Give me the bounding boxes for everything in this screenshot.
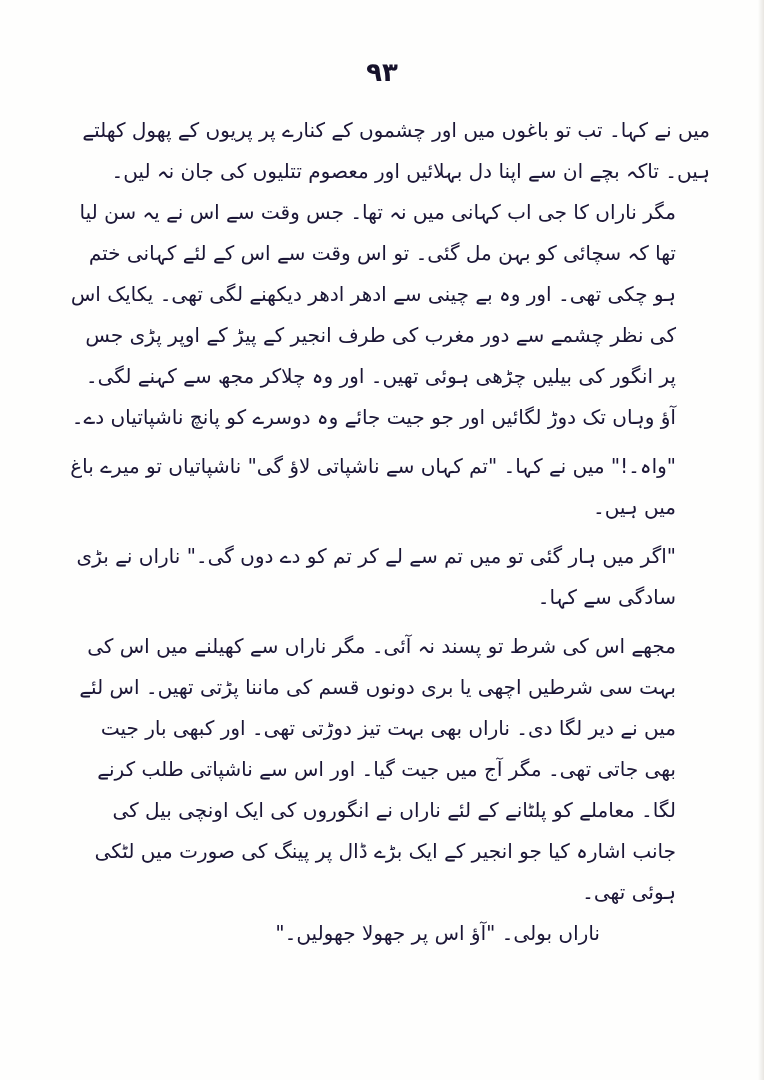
paragraph-6: ناراں بولی۔ "آؤ اس پر جھولا جھولیں۔" — [275, 921, 600, 945]
paragraph-2: مگر ناراں کا جی اب کہانی میں نہ تھا۔ جس وقت سے اس نے یہ سن لیا تھا کہ سچائی کو بہن مل گئی۔ تو اس وقت سے اس کے لئے کہانی ختم ہو چکی تھی۔ اور وہ بے چینی سے ادھر ادھر دیکھنے لگی تھی۔ یکایک اس کی نظر چشمے سے دور مغرب کی طرف انجیر کے پیڑ کے اوپر پڑی جس پر انگور کی بیلیں چڑھی ہوئی تھیں۔ اور وہ چلاکر مجھ سے کہنے لگی۔ آؤ وہاں تک دوڑ لگائیں اور جو جیت جائے وہ دوسرے کو پانچ ناشپاتیاں دے۔ — [70, 200, 676, 429]
paragraph-1: میں نے کہا۔ تب تو باغوں میں اور چشموں کے کنارے پر پریوں کے پھول کھلتے ہیں۔ تاکہ بچے ان سے اپنا دل بہلائیں اور معصوم تتلیوں کی جان نہ لیں۔ — [82, 118, 710, 183]
paragraph-4: "اگر میں ہار گئی تو میں تم سے لے کر تم کو دے دوں گی۔" ناراں نے بڑی سادگی سے کہا۔ — [76, 544, 676, 609]
page-body — [70, 110, 710, 954]
paragraph-3: "واہ۔!" میں نے کہا۔ "تم کہاں سے ناشپاتی لاؤ گی" ناشپاتیاں تو میرے باغ میں ہیں۔ — [70, 454, 676, 519]
page-number: ۹۳ — [366, 58, 398, 88]
scan-edge-shadow — [758, 0, 764, 1080]
paragraph-5: مجھے اس کی شرط تو پسند نہ آئی۔ مگر ناراں سے کھیلنے میں اس کی بہت سی شرطیں اچھی یا بری دونوں قسم کی ماننا پڑتی تھیں۔ اس لئے میں نے دیر لگا دی۔ ناراں بھی بہت تیز دوڑتی تھی۔ اور کبھی بار جیت بھی جاتی تھی۔ مگر آج میں جیت گیا۔ اور اس سے ناشپاتی طلب کرنے لگا۔ معاملے کو پلٹانے کے لئے ناراں نے انگوروں کی ایک اونچی بیل کی جانب اشارہ کیا جو انجیر کے ایک بڑے ڈال پر پینگ کی صورت میں لٹکی ہوئی تھی۔ — [79, 634, 676, 904]
